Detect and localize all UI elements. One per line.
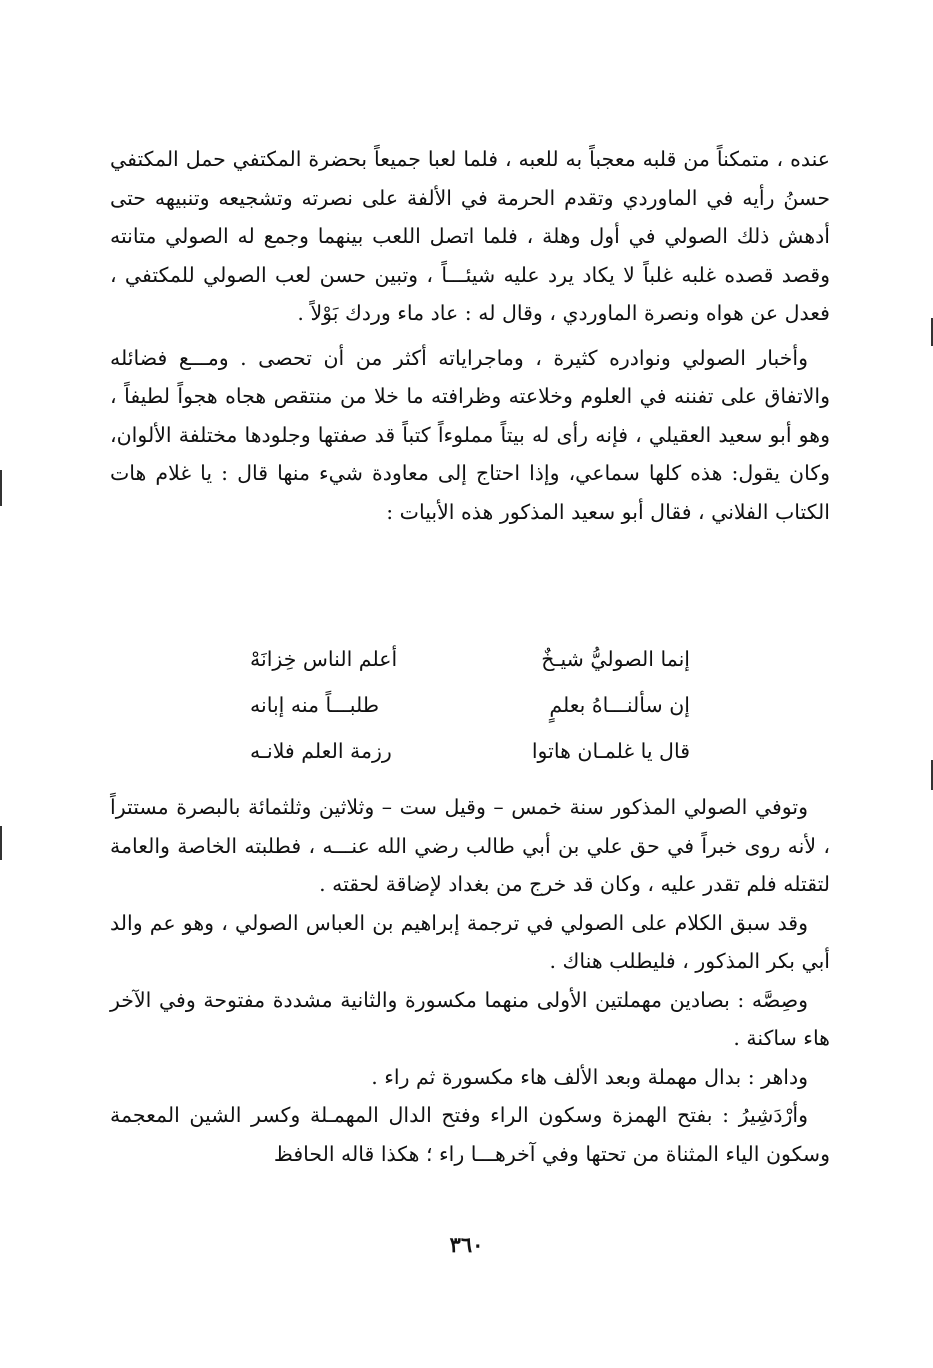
paragraph-7: وأرْدَشِيرُ : بفتح الهمزة وسكون الراء وفتح الدال المهمـلة وكسر الشين المعجمة وسكون الياء المثناة من تحتها وفي آخرهـــا راء ؛ هكذا قاله الحافظ bbox=[110, 1103, 830, 1166]
scan-edge-mark bbox=[0, 470, 2, 506]
scan-edge-mark bbox=[0, 826, 2, 860]
paragraph-5: وصِصَّه : بصادين مهملتين الأولى منهما مكسورة والثانية مشددة مفتوحة وفي الآخر هاء ساكنة . bbox=[110, 987, 830, 1050]
poem-second-hemistich: أعلم الناس خِزانَهْ bbox=[250, 647, 398, 671]
poem-second-hemistich: طلبـــاً منه إبانه bbox=[250, 693, 380, 717]
paragraph-1: عنده ، متمكناً من قلبه معجباً به للعبه ، فلما لعبا جميعاً بحضرة المكتفي حمل المكتفي حسنُ رأيه في الماوردي وتقدم الحرمة في الألفة على نصرته وتشجيعه وتنبيهه حتى أدهش ذلك الصولي في أول وهلة ، فلما اتصل اللعب بينهما وجمع له الصولي متانته وقصد قصده غلبه غلباً لا يكاد يرد عليه شيئـــاً ، وتبين حسن لعب الصولي للمكتفي ، فعدل عن هواه ونصرة الماوردي ، وقال له : عاد ماء وردك بَوْلاً . bbox=[110, 147, 830, 325]
poem-line bbox=[250, 636, 690, 682]
poem bbox=[250, 636, 690, 774]
poem-first-hemistich: إنما الصوليُّ شيـخٌ bbox=[541, 647, 690, 671]
paragraph-3: وتوفي الصولي المذكور سنة خمس – وقيل ست – وثلاثين وثلثمائة بالبصرة مستتراً ، لأنه روى خبراً في حق علي بن أبي طالب رضي الله عنـــه ، فطلبته الخاصة والعامة لتقتله فلم تقدر عليه ، وكان قد خرج من بغداد لإضاقة لحقته . bbox=[110, 795, 830, 896]
poem-first-hemistich: قال يا غلمـان هاتوا bbox=[531, 739, 690, 763]
poem-first-hemistich: إن سألنـــاهُ بعلمٍ bbox=[549, 693, 690, 717]
text-section-bottom bbox=[110, 788, 830, 1173]
poem-second-hemistich: رزمة العلم فلانـه bbox=[250, 739, 392, 763]
page-number: ٣٦٠ bbox=[449, 1232, 484, 1257]
paragraph-2: وأخبار الصولي ونوادره كثيرة ، وماجراياته أكثر من أن تحصى . ومـــع فضائله والاتفاق على تفننه في العلوم وخلاعته وظرافته ما خلا من منتقص هجاه هجواً لطيفاً ، وهو أبو سعيد العقيلي ، فإنه رأى له بيتاً مملوءاً كتباً قد صفتها وجلودها مختلفة الألوان، وكان يقول: هذه كلها سماعي، وإذا احتاج إلى معاودة شيء منها قال : يا غلام هات الكتاب الفلاني ، فقال أبو سعيد المذكور هذه الأبيات : bbox=[110, 345, 830, 524]
paragraph-6: وداهر : بدال مهملة وبعد الألف هاء مكسورة ثم راء . bbox=[371, 1064, 808, 1089]
poem-line bbox=[250, 682, 690, 728]
poem-line bbox=[250, 728, 690, 774]
text-section-top bbox=[110, 140, 830, 531]
paragraph-4: وقد سبق الكلام على الصولي في ترجمة إبراهيم بن العباس الصولي ، وهو عم والد أبي بكر المذكور ، فليطلب هناك . bbox=[110, 910, 830, 973]
